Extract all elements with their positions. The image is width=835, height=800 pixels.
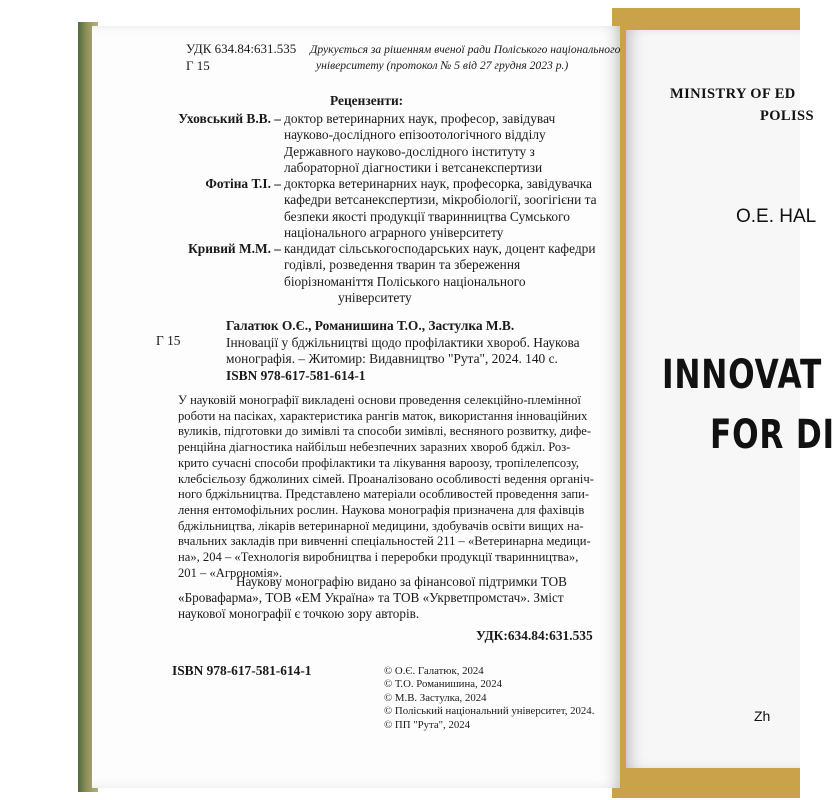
- isbn-number: ISBN 978-617-581-614-1: [172, 663, 312, 678]
- copyright-notices: [384, 665, 594, 732]
- funding-line: «Бровафарма», ТОВ «ЕМ Україна» та ТОВ «Укрветпромстач». Зміст: [178, 590, 564, 606]
- biblio-line: монографія. – Житомир: Видавництво "Рута", 2024. 140 с.: [226, 351, 558, 367]
- biblio-classifier: Г 15: [156, 333, 181, 348]
- reviewer-line: доктор ветеринарних наук, професор, завідувач: [284, 111, 556, 126]
- copyright-line: © Поліський національний університет, 2024.: [384, 705, 595, 718]
- book-title-line-2: FOR DI: [710, 412, 835, 458]
- biblio-isbn: ISBN 978-617-581-614-1: [226, 367, 366, 383]
- reviewer-line: лабораторної діагностики і ветсанекспертизи: [284, 160, 543, 176]
- abstract-line: роботи на пасіках, характеристика рангів маток, використання інноваційних: [178, 408, 588, 423]
- reviewer-line: біорізноманіття Поліського національного: [284, 273, 526, 289]
- abstract-line: крито сучасні способи профілактики та лікування вароозу, тропілелепсозу,: [178, 455, 580, 470]
- ministry-heading: MINISTRY OF ED: [670, 86, 796, 102]
- author-name: O.E. HAL: [736, 206, 817, 227]
- reviewer-name: Уховський В.В. –: [178, 111, 281, 126]
- funding-line: наукової монографії є точкою зору авторів.: [178, 606, 420, 622]
- copyright-line: © Т.О. Романишина, 2024: [384, 678, 503, 691]
- reviewers-heading: Рецензенти:: [330, 93, 404, 108]
- reviewer-line: національного аграрного університету: [284, 225, 504, 241]
- reviewer-name: Кривий М.М. –: [188, 241, 281, 256]
- abstract-paragraph: [178, 393, 594, 581]
- biblio-line: Інновації у бджільництві щодо профілактики хвороб. Наукова: [226, 334, 580, 350]
- print-note-line: Друкується за рішенням вченої ради Поліського національного: [310, 43, 621, 56]
- reviewer-description: [284, 241, 596, 307]
- publication-city: Zh: [754, 708, 771, 724]
- copyright-line: © М.В. Застулка, 2024: [384, 691, 487, 704]
- udk-code: УДК 634.84:631.535: [186, 41, 297, 56]
- university-heading: POLISS: [760, 108, 814, 124]
- biblio-authors: Галатюк О.Є., Романишина Т.О., Застулка М.В.: [226, 318, 515, 333]
- print-note-line: університету (протокол № 5 від 27 грудня 2023 р.): [316, 58, 569, 72]
- copyright-line: © О.Є. Галатюк, 2024: [384, 665, 484, 677]
- reviewer-line: кафедри ветсанекспертизи, мікробіології, зоогігієни та: [284, 192, 597, 208]
- abstract-line: вчальних закладів при вивченні спеціальностей 211 – «Ветеринарна медици-: [178, 534, 591, 549]
- abstract-line: бджільництва, лікарів ветеринарної медицини, здобувачів освіти вищих на-: [178, 518, 584, 533]
- abstract-line: на», 204 – «Технологія виробництва і переробки продукції тваринництва»,: [178, 550, 579, 565]
- bibliographic-record: [226, 318, 580, 384]
- abstract-line: ренційна діагностика найбільш небезпечних заразних хвороб бджіл. Роз-: [178, 440, 571, 455]
- reviewer-line: годівлі, розведення тварин та збереження: [284, 257, 521, 273]
- funding-paragraph: [178, 574, 567, 623]
- reviewer-line: Державного науково-дослідного інституту з: [284, 143, 535, 159]
- book-title-line-1: INNOVAT: [662, 352, 823, 398]
- abstract-line: лення ентомофільних рослин. Наукова монографія призначена для фахівців: [178, 502, 585, 517]
- copyright-line: © ПП "Рута", 2024: [384, 718, 471, 731]
- abstract-line: клебсієльозу бджолиних сімей. Проаналізовано особливості ведення органіч-: [178, 471, 594, 486]
- reviewer-name: Фотіна Т.І. –: [205, 176, 281, 191]
- abstract-line: вуликів, підготовки до зимівлі та способи зимівлі, весняного розвитку, дифе-: [178, 424, 592, 439]
- udk-classification-top: [186, 40, 296, 74]
- abstract-line: ного бджільництва. Представлено матеріали особливостей проведення запи-: [178, 487, 590, 502]
- reviewer-line: безпеки якості продукції тваринництва Сумського: [284, 208, 570, 224]
- classifier-code: Г 15: [186, 58, 210, 73]
- reviewer-line: докторка ветеринарних наук, професорка, завідувачка: [284, 176, 592, 191]
- udk-classification-bottom: УДК:634.84:631.535: [476, 628, 593, 643]
- reviewer-line: науково-дослідного епізоотологічного відділу: [284, 127, 546, 143]
- reviewer-line: кандидат сільськогосподарських наук, доцент кафедри: [284, 241, 596, 256]
- reviewer-description: [284, 111, 555, 177]
- reviewer-description: [284, 176, 597, 242]
- abstract-line: 201 – «Агрономія».: [178, 565, 283, 580]
- funding-line: Наукову монографію видано за фінансової підтримки ТОВ: [236, 574, 567, 589]
- print-approval-note: [310, 42, 620, 73]
- abstract-line: У науковій монографії викладені основи проведення селекційно-племінної: [178, 393, 581, 407]
- reviewer-line: університету: [338, 290, 412, 306]
- right-page: [626, 30, 835, 768]
